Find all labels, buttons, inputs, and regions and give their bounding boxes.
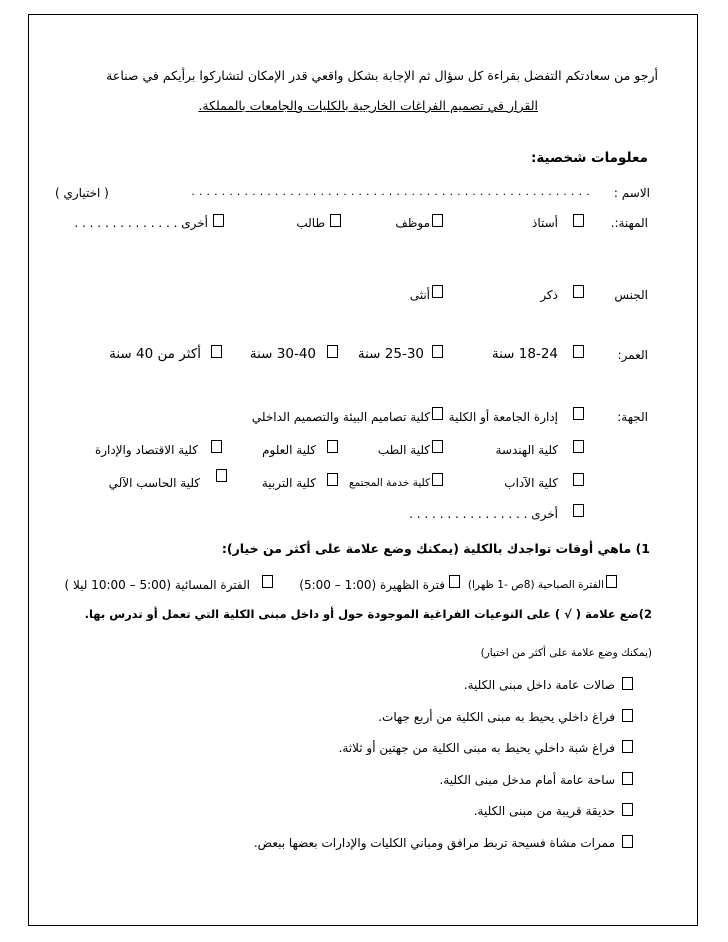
- checkbox-evening-period[interactable]: [262, 575, 273, 588]
- profession-label: المهنة:.: [610, 216, 648, 230]
- checkbox-space-public-halls[interactable]: [622, 677, 633, 690]
- checkbox-community-service[interactable]: [432, 473, 443, 486]
- option-environmental-design: كلية تصاميم البيئة والتصميم الداخلي: [251, 410, 430, 424]
- checkbox-age-25-30[interactable]: [432, 345, 443, 358]
- checkbox-medicine[interactable]: [432, 440, 443, 453]
- option-male: ذكر: [540, 288, 558, 302]
- option-arts: كلية الآداب: [504, 476, 558, 490]
- option-age-18-24: 18-24 سنة: [491, 346, 558, 362]
- checkbox-engineering[interactable]: [573, 440, 584, 453]
- checkbox-employee[interactable]: [432, 214, 443, 227]
- entity-label: الجهة:: [617, 410, 648, 424]
- checkbox-university-admin[interactable]: [573, 407, 584, 420]
- option-professor: أستاذ: [531, 216, 558, 230]
- checkbox-arts[interactable]: [573, 473, 584, 486]
- checkbox-science[interactable]: [327, 440, 338, 453]
- checkbox-computer-science[interactable]: [216, 469, 227, 482]
- option-science: كلية العلوم: [262, 443, 316, 457]
- checkbox-space-walkways[interactable]: [622, 835, 633, 848]
- name-label: الاسم :: [613, 186, 650, 200]
- option-space-nearby-garden: حديقة قريبة من مبنى الكلية.: [473, 804, 615, 818]
- option-space-entrance-plaza: ساحة عامة أمام مدخل مبنى الكلية.: [439, 773, 615, 787]
- option-morning-period: الفترة الصباحية (8ص -1 ظهرا): [467, 579, 604, 591]
- checkbox-environmental-design[interactable]: [432, 407, 443, 420]
- checkbox-education[interactable]: [327, 473, 338, 486]
- option-space-semi-internal: فراغ شبة داخلي يحيط به مبنى الكلية من جهتين أو ثلاثة.: [338, 741, 615, 755]
- option-evening-period: الفترة المسائية (5:00 – 10:00 ليلا ): [64, 578, 250, 592]
- option-space-walkways: ممرات مشاة فسيحة تربط مرافق ومباني الكليات والإدارات بعضها ببعض.: [253, 836, 615, 850]
- checkbox-age-18-24[interactable]: [573, 345, 584, 358]
- option-engineering: كلية الهندسة: [495, 443, 558, 457]
- option-entity-other: أخرى . . . . . . . . . . . . . . . .: [409, 507, 558, 521]
- name-optional-note: ( اختياري ): [55, 186, 109, 200]
- checkbox-age-over-40[interactable]: [211, 345, 222, 358]
- option-community-service: كلية خدمة المجتمع: [349, 477, 430, 489]
- checkbox-space-four-sides[interactable]: [622, 709, 633, 722]
- option-employee: موظف: [395, 216, 430, 230]
- checkbox-morning-period[interactable]: [606, 575, 617, 588]
- option-computer-science: كلية الحاسب الآلي: [108, 476, 200, 490]
- age-label: العمر:: [617, 348, 648, 362]
- option-university-admin: إدارة الجامعة أو الكلية: [448, 410, 558, 424]
- option-economics: كلية الاقتصاد والإدارة: [94, 443, 198, 457]
- option-space-public-halls: صالات عامة داخل مبنى الكلية.: [463, 678, 615, 692]
- checkbox-male[interactable]: [573, 285, 584, 298]
- checkbox-professor[interactable]: [573, 214, 584, 227]
- name-field[interactable]: . . . . . . . . . . . . . . . . . . . . . . . . . . . . . . . . . . . . . . . . . . . . . . . . . . . . .: [191, 185, 590, 198]
- intro-line-2: القرار في تصميم الفراغات الخارجية بالكليات والجامعات بالمملكة.: [198, 98, 538, 113]
- option-profession-other: أخرى . . . . . . . . . . . . . .: [74, 216, 208, 230]
- question-2-title: 2)ضع علامة ( √ ) على النوعيات الفراغية الموجودة حول أو داخل مبنى الكلية التي تعمل أو تدرس بها.: [84, 607, 652, 621]
- option-age-25-30: 25-30 سنة: [357, 346, 424, 362]
- checkbox-space-semi-internal[interactable]: [622, 740, 633, 753]
- option-space-four-sides: فراغ داخلي يحيط به مبنى الكلية من أربع جهات.: [378, 710, 615, 724]
- checkbox-student[interactable]: [330, 214, 341, 227]
- gender-label: الجنس: [614, 288, 648, 302]
- question-1-title: 1) ماهي أوقات تواجدك بالكلية (يمكنك وضع علامة على أكثر من خيار):: [221, 541, 650, 556]
- intro-line-1: أرجو من سعادتكم التفضل بقراءة كل سؤال ثم الإجابة بشكل واقعي قدر الإمكان لتشاركوا برأيكم في صناعة: [106, 68, 658, 83]
- question-2-note: (يمكنك وضع علامة على أكثر من اختيار): [480, 647, 652, 659]
- option-age-30-40: 30-40 سنة: [249, 346, 316, 362]
- checkbox-profession-other[interactable]: [213, 214, 224, 227]
- option-student: طالب: [296, 216, 325, 230]
- option-noon-period: فترة الظهيرة (1:00 – 5:00): [299, 578, 445, 592]
- checkbox-female[interactable]: [432, 285, 443, 298]
- checkbox-entity-other[interactable]: [573, 504, 584, 517]
- checkbox-noon-period[interactable]: [449, 575, 460, 588]
- option-female: أنثى: [409, 288, 430, 302]
- checkbox-economics[interactable]: [211, 440, 222, 453]
- checkbox-age-30-40[interactable]: [327, 345, 338, 358]
- option-education: كلية التربية: [261, 476, 316, 490]
- checkbox-space-nearby-garden[interactable]: [622, 803, 633, 816]
- option-age-over-40: أكثر من 40 سنة: [109, 346, 201, 362]
- checkbox-space-entrance-plaza[interactable]: [622, 772, 633, 785]
- personal-info-heading: معلومات شخصية:: [530, 150, 648, 166]
- option-medicine: كلية الطب: [377, 443, 430, 457]
